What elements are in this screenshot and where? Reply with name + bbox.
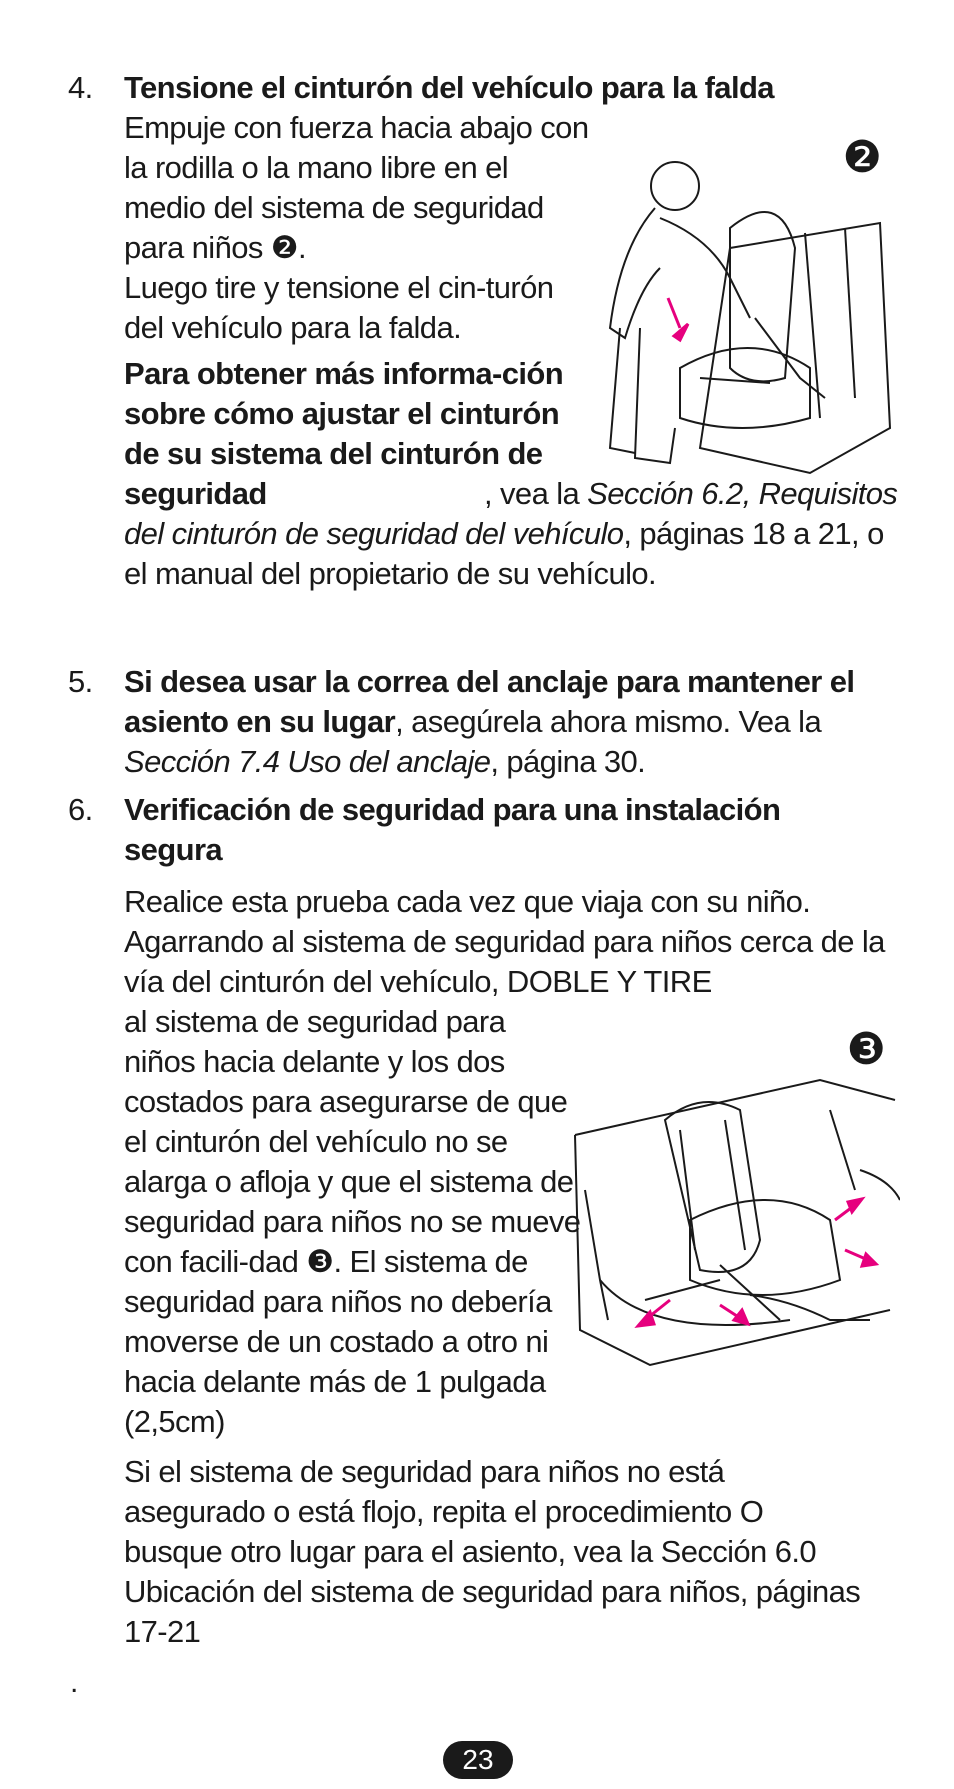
step-6-paragraph-1-rest: al sistema de seguridad para niños hacia delante y los dos costados para asegurarse de que el cinturón del vehículo no se alarga o afloja y que el sistema de seguridad para niños no se mueve con facili-dad ❸. El sistema de seguridad para niños no debería moverse de un costado a otro ni hacia delante más de 1 pulgada (2,5cm) [124, 1004, 581, 1439]
step-4-paragraph-2: Luego tire y tensione el cin-turón del vehículo para la falda. [124, 270, 554, 345]
step-4-paragraph-1: Empuje con fuerza hacia abajo con la rodilla o la mano libre en el medio del sistema de seguridad para niños ❷. [124, 110, 589, 265]
step-5-number: 5. [68, 664, 93, 699]
step-4-heading: Tensione el cinturón del vehículo para la falda [124, 70, 774, 105]
step-4-paragraph-3-bold: Para obtener más informa-ción sobre cómo ajustar el cinturón de su sistema del cinturón de seguridad [124, 356, 564, 511]
step-4-text-column [124, 108, 594, 514]
figure-2-ref-icon: ❷ [270, 230, 298, 265]
step-6-number: 6. [68, 792, 93, 827]
figure-2 [580, 128, 900, 478]
figure-3-label: ❸ [846, 1025, 886, 1074]
step-6-heading: Verificación de seguridad para una instalación segura [124, 792, 781, 867]
figure-2-label: ❷ [842, 133, 882, 182]
page-number-badge: 23 [443, 1741, 513, 1779]
figure-3-ref-icon: ❸ [306, 1244, 334, 1279]
step-4-number: 4. [68, 70, 93, 105]
step-5 [68, 662, 904, 782]
stray-dot: . [70, 1666, 79, 1699]
figure-3 [570, 1020, 900, 1380]
step-5-text: Si desea usar la correa del anclaje para mantener el asiento en su lugar, asegúrela ahora mismo. Vea la Sección 7.4 Uso del anclaje, página 30. [124, 664, 855, 779]
step-6-paragraph-1-top: Realice esta prueba cada vez que viaja con su niño. Agarrando al sistema de seguridad para niños cerca de la vía del cinturón del vehículo, DOBLE Y TIRE [124, 884, 885, 999]
step-6-paragraph-2: Si el sistema de seguridad para niños no está asegurado o está flojo, repita el procedimiento O busque otro lugar para el asiento, vea la Sección 6.0 Ubicación del sistema de seguridad para niños, páginas 17-21 [124, 1454, 861, 1649]
step-4-paragraph-3: , vea la Sección 6.2, Requisitos del cinturón de seguridad del vehículo, páginas 18 a 21, o el manual del propietario de su vehículo. [124, 476, 898, 591]
car-seat-installed-icon [570, 1020, 900, 1380]
